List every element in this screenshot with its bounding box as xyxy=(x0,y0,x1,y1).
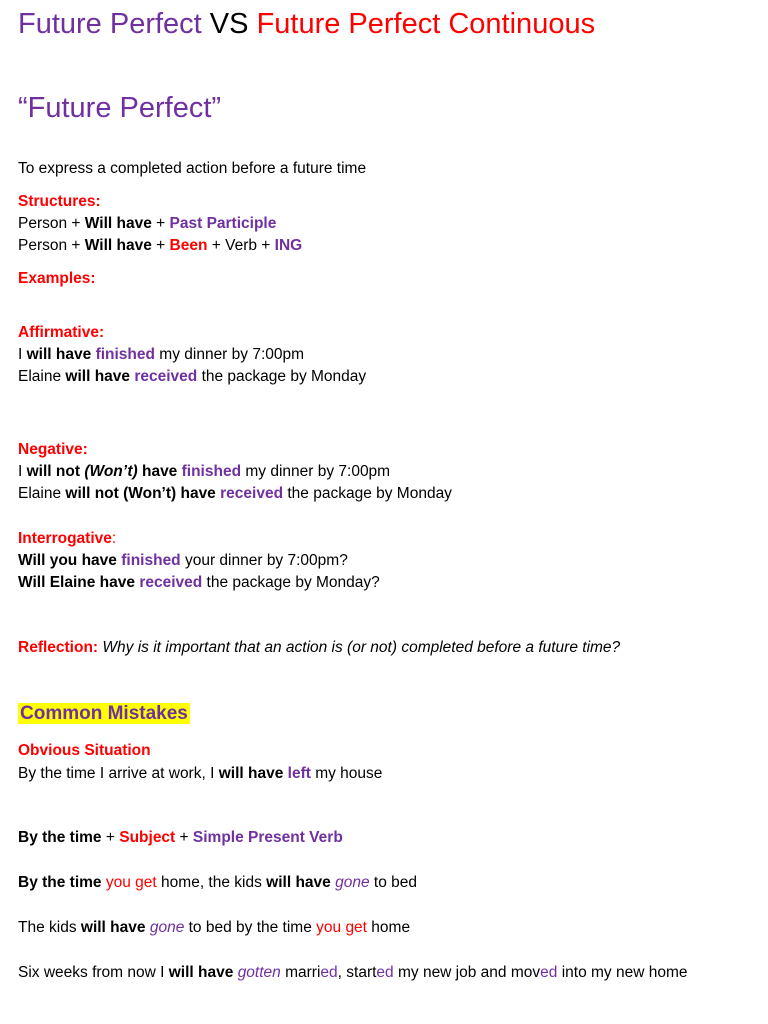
text: have xyxy=(137,463,178,480)
text: + xyxy=(175,829,193,846)
text: ed xyxy=(540,964,558,981)
text: finished xyxy=(95,346,155,363)
text: ed xyxy=(320,964,338,981)
text: will have xyxy=(168,964,234,981)
affirmative-label: Affirmative: xyxy=(18,324,105,341)
text: Will have xyxy=(84,237,152,254)
negative-line-1 xyxy=(18,461,390,483)
text: received xyxy=(139,574,203,591)
text: received xyxy=(220,485,284,502)
formula-line xyxy=(18,827,343,849)
text: my dinner by 7:00pm xyxy=(241,463,391,480)
text: home, the kids xyxy=(156,874,267,891)
text: ING xyxy=(274,237,303,254)
text: left xyxy=(287,765,311,782)
intro-text: To express a completed action before a future time xyxy=(18,160,367,177)
text: Person + xyxy=(18,237,85,254)
text: I xyxy=(18,463,27,480)
text: + xyxy=(101,829,120,846)
text: finished xyxy=(121,552,181,569)
text: , start xyxy=(337,964,377,981)
text: Been xyxy=(169,237,208,254)
text: will have xyxy=(65,368,131,385)
text: to bed xyxy=(369,874,417,891)
text: gone xyxy=(335,874,370,891)
text: my dinner by 7:00pm xyxy=(154,346,305,363)
text: Six weeks from now I xyxy=(18,964,169,981)
text: + Verb + xyxy=(207,237,275,254)
text: Will you have xyxy=(18,552,117,569)
text: By the time xyxy=(18,829,102,846)
text: By the time xyxy=(18,874,102,891)
example-line-3 xyxy=(18,962,687,984)
text: marri xyxy=(280,964,321,981)
example-line-1 xyxy=(18,872,417,894)
interrogative-label xyxy=(18,528,116,550)
negative-line-2 xyxy=(18,483,452,505)
text: Interrogative xyxy=(18,530,112,547)
text: Subject xyxy=(119,829,176,846)
reflection xyxy=(18,637,620,659)
text: gotten xyxy=(237,964,281,981)
text: the package by Monday xyxy=(197,368,367,385)
text: ed xyxy=(376,964,394,981)
text: my house xyxy=(310,765,383,782)
obvious-situation-line xyxy=(18,763,382,785)
text: Why is it important that an action is (or not) completed before a future time? xyxy=(98,639,621,656)
text: you get xyxy=(105,874,157,891)
text: + xyxy=(151,237,170,254)
structure-line-1 xyxy=(18,213,276,235)
interrogative-line-2 xyxy=(18,572,380,594)
text: will have xyxy=(266,874,331,891)
text: Reflection: xyxy=(18,639,99,656)
title-future-perfect: Future Perfect xyxy=(18,8,202,40)
example-line-2 xyxy=(18,917,410,939)
text: Past Participle xyxy=(169,215,277,232)
text: + xyxy=(151,215,170,232)
text: received xyxy=(134,368,198,385)
text: Simple Present Verb xyxy=(192,829,343,846)
text: By the time I arrive at work, I xyxy=(18,765,219,782)
title-vs: VS xyxy=(201,8,257,40)
obvious-situation-label: Obvious Situation xyxy=(18,742,151,759)
text: Elaine xyxy=(18,368,66,385)
text: Common Mistakes xyxy=(20,703,188,724)
structure-line-2 xyxy=(18,235,302,257)
text: (Won’t) xyxy=(84,463,138,480)
negative-label: Negative: xyxy=(18,441,88,458)
text: finished xyxy=(181,463,242,480)
text: The kids xyxy=(18,919,81,936)
structures-label: Structures: xyxy=(18,193,101,210)
text: the package by Monday? xyxy=(202,574,380,591)
page-title xyxy=(18,8,595,41)
text: Elaine xyxy=(18,485,66,502)
text: to bed by the time xyxy=(184,919,317,936)
text: will have xyxy=(218,765,284,782)
section-heading: “Future Perfect” xyxy=(18,92,222,124)
interrogative-line-1 xyxy=(18,550,348,572)
affirmative-line-1 xyxy=(18,344,304,366)
text: gone xyxy=(149,919,185,936)
text: home xyxy=(367,919,411,936)
text: your dinner by 7:00pm? xyxy=(180,552,348,569)
text: into my new home xyxy=(557,964,688,981)
affirmative-line-2 xyxy=(18,366,366,388)
title-future-perfect-continuous: Future Perfect Continuous xyxy=(256,8,596,40)
text: Will have xyxy=(84,215,152,232)
text: will not xyxy=(26,463,85,480)
text: you get xyxy=(316,919,367,936)
text: will have xyxy=(26,346,92,363)
text: will have xyxy=(80,919,146,936)
text: will not (Won’t) have xyxy=(65,485,216,502)
text: Will Elaine have xyxy=(18,574,136,591)
text: my new job and mov xyxy=(393,964,541,981)
text: I xyxy=(18,346,27,363)
common-mistakes-heading xyxy=(18,703,190,725)
text: Person + xyxy=(18,215,85,232)
text: : xyxy=(111,530,117,547)
examples-label: Examples: xyxy=(18,270,96,287)
text: the package by Monday xyxy=(283,485,452,502)
